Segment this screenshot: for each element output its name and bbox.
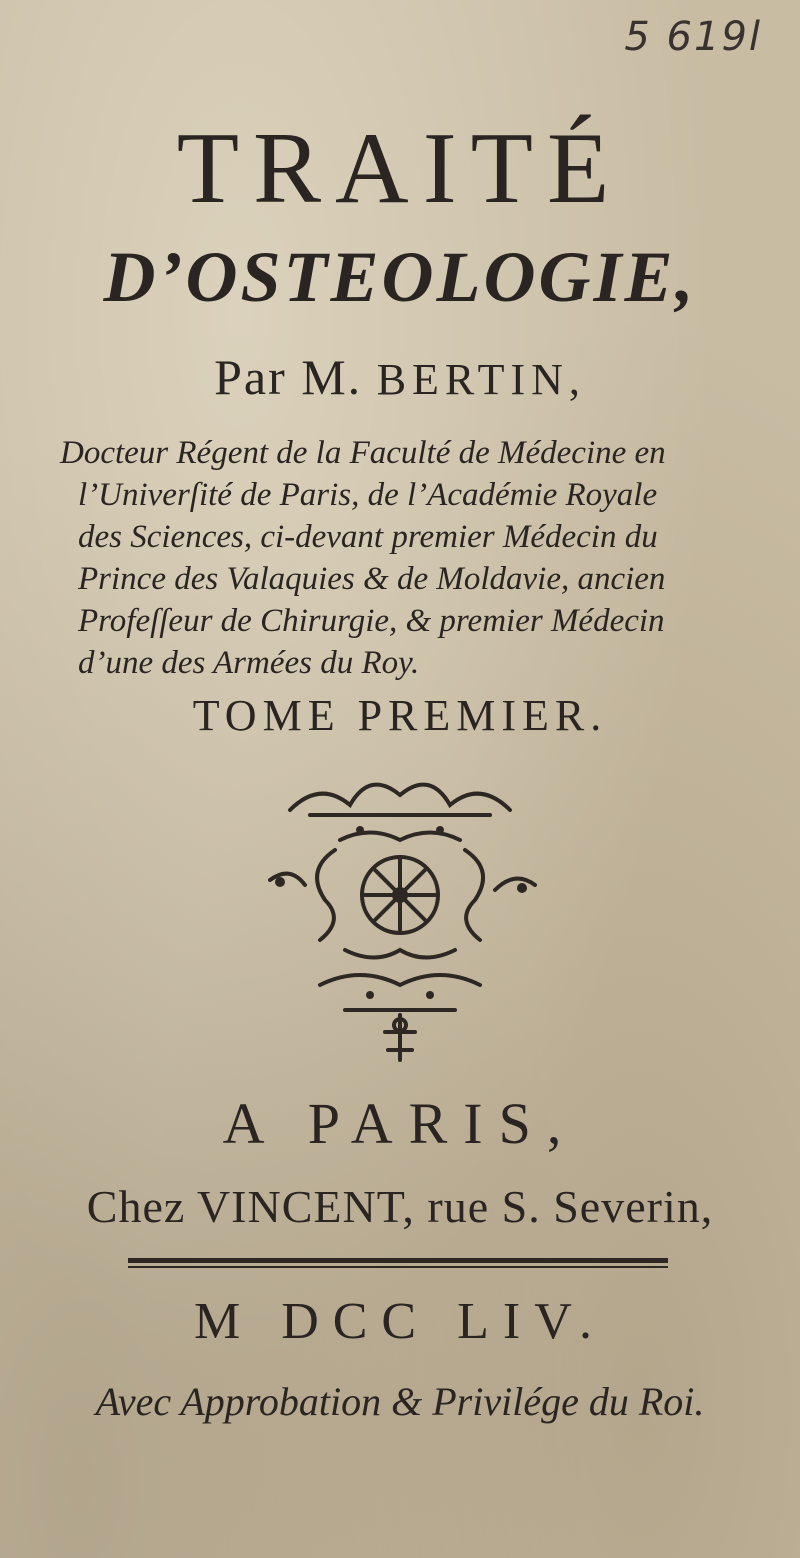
- author-credentials: [60, 432, 750, 684]
- credentials-line: Docteur Régent de la Faculté de Médecine en: [60, 435, 666, 471]
- author-prefix: Par M.: [214, 349, 363, 405]
- credentials-line: l’Univerſité de Paris, de l’Académie Royale: [78, 477, 658, 513]
- credentials-line: d’une des Armées du Roy.: [78, 645, 420, 681]
- author-name: BERTIN,: [376, 355, 586, 404]
- printers-fleuron-ornament-icon: [250, 770, 550, 1070]
- credentials-line: des Sciences, ci-devant premier Médecin du: [78, 519, 658, 555]
- imprint-printer: Chez VINCENT, rue S. Severin,: [86, 1181, 714, 1232]
- volume-label: TOME PREMIER.: [192, 691, 608, 740]
- imprint-date: M DCC LIV.: [193, 1293, 607, 1350]
- credentials-line: Prince des Valaquies & de Moldavie, ancien: [78, 561, 666, 597]
- book-subtitle: D’OSTEOLOGIE,: [103, 237, 697, 317]
- double-rule-divider: [128, 1258, 668, 1268]
- author-line: [0, 348, 800, 406]
- credentials-line: Profeſſeur de Chirurgie, & premier Médecin: [78, 603, 665, 639]
- royal-privilege-note: Avec Approbation & Privilége du Roi.: [95, 1379, 705, 1424]
- imprint-place: A PARIS,: [222, 1091, 578, 1156]
- book-title: TRAITÉ: [176, 112, 624, 225]
- manuscript-shelfmark: 5 619l: [624, 14, 762, 60]
